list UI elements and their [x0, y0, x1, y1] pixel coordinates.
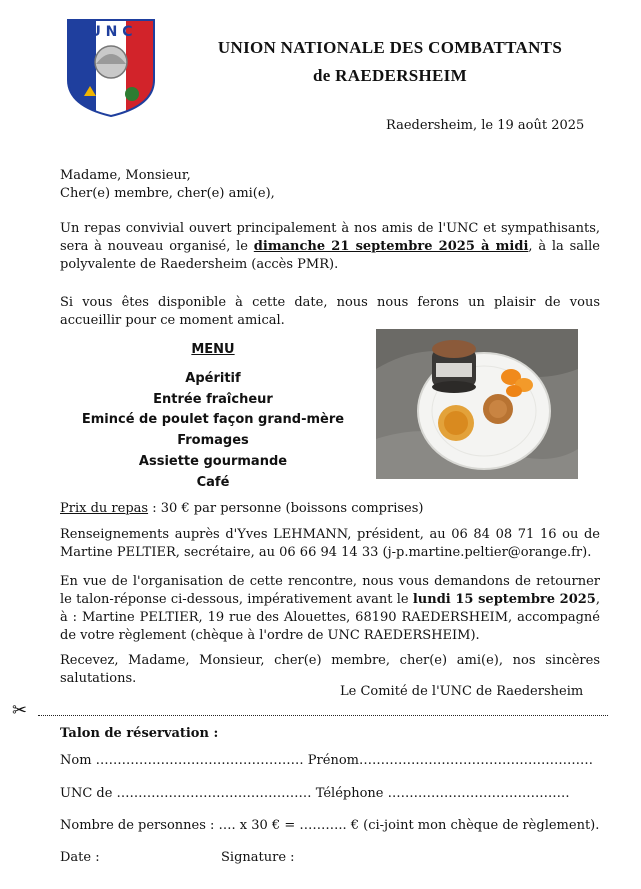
menu-item: Café [196, 474, 230, 490]
intro-text-1: Un repas convivial ouvert principalement à nos amis de l'UNC et sympathisants, sera à nouveau organisé, le [60, 221, 600, 254]
menu-title: MENU [191, 342, 235, 357]
menu-block [76, 340, 350, 494]
form-unc-line: UNC de ……………………………………… Téléphone …………………………………… [60, 786, 570, 801]
committee-signature: Le Comité de l'UNC de Raedersheim [340, 684, 584, 699]
form-date-label: Date : [60, 850, 100, 865]
menu-item: Apéritif [185, 370, 241, 386]
greeting [60, 167, 600, 203]
form-name-line: Nom ………………………………………… Prénom……………………………………………… [60, 753, 593, 768]
header-title: UNION NATIONALE DES COMBATTANTS [217, 38, 563, 57]
price-text: : 30 € par personne (boissons comprises) [148, 501, 424, 516]
greeting-line-1: Madame, Monsieur, [60, 168, 191, 183]
cut-line [12, 700, 608, 721]
intro-text-2: , à la salle polyvalente de Raedersheim (accès PMR). [60, 239, 601, 272]
price-line [60, 500, 600, 518]
intro-paragraph [60, 220, 600, 274]
invite-paragraph: Si vous êtes disponible à cette date, nous nous ferons un plaisir de vous accueillir pour ce moment amical. [60, 295, 600, 328]
greeting-line-2: Cher(e) membre, cher(e) ami(e), [60, 186, 275, 201]
letter-date: Raedersheim, le 19 août 2025 [386, 118, 585, 133]
unc-logo [66, 18, 156, 118]
return-paragraph [60, 573, 600, 645]
logo-letters: U N C [89, 24, 133, 40]
dessert-photo [376, 329, 578, 479]
menu-item: Entrée fraîcheur [153, 391, 273, 407]
form-count-line: Nombre de personnes : …. x 30 € = ……….. € (ci-joint mon chèque de règlement). [60, 818, 600, 833]
header-subtitle: de RAEDERSHEIM [313, 66, 467, 85]
contact-paragraph: Renseignements auprès d'Yves LEHMANN, président, au 06 84 08 71 16 ou de Martine PELTIER, secrétaire, au 06 66 94 14 33 (j-p.martine.peltier@orange.fr). [60, 527, 600, 560]
deadline-date: lundi 15 septembre 2025 [412, 592, 596, 607]
event-date: dimanche 21 septembre 2025 à midi [253, 239, 529, 254]
form-title: Talon de réservation : [60, 726, 219, 741]
scissors-icon: ✂ [12, 700, 28, 721]
dotted-separator [38, 715, 608, 716]
closing-paragraph: Recevez, Madame, Monsieur, cher(e) membre, cher(e) ami(e), nos sincères salutations. [60, 653, 600, 686]
form-signature-label: Signature : [221, 850, 295, 865]
return-text-1: En vue de l'organisation de cette rencontre, nous vous demandons de retourner le talon-réponse ci-dessous, impérativement avant le [60, 574, 600, 607]
price-label: Prix du repas [60, 501, 149, 516]
menu-item: Fromages [177, 433, 249, 449]
return-text-2: , à : Martine PELTIER, 19 rue des Alouettes, 68190 RAEDERSHEIM, accompagné de votre règlement (chèque à l'ordre de UNC RAEDERSHEIM). [60, 592, 600, 643]
menu-item: Emincé de poulet façon grand-mère [81, 412, 345, 428]
menu-item: Assiette gourmande [138, 453, 288, 469]
